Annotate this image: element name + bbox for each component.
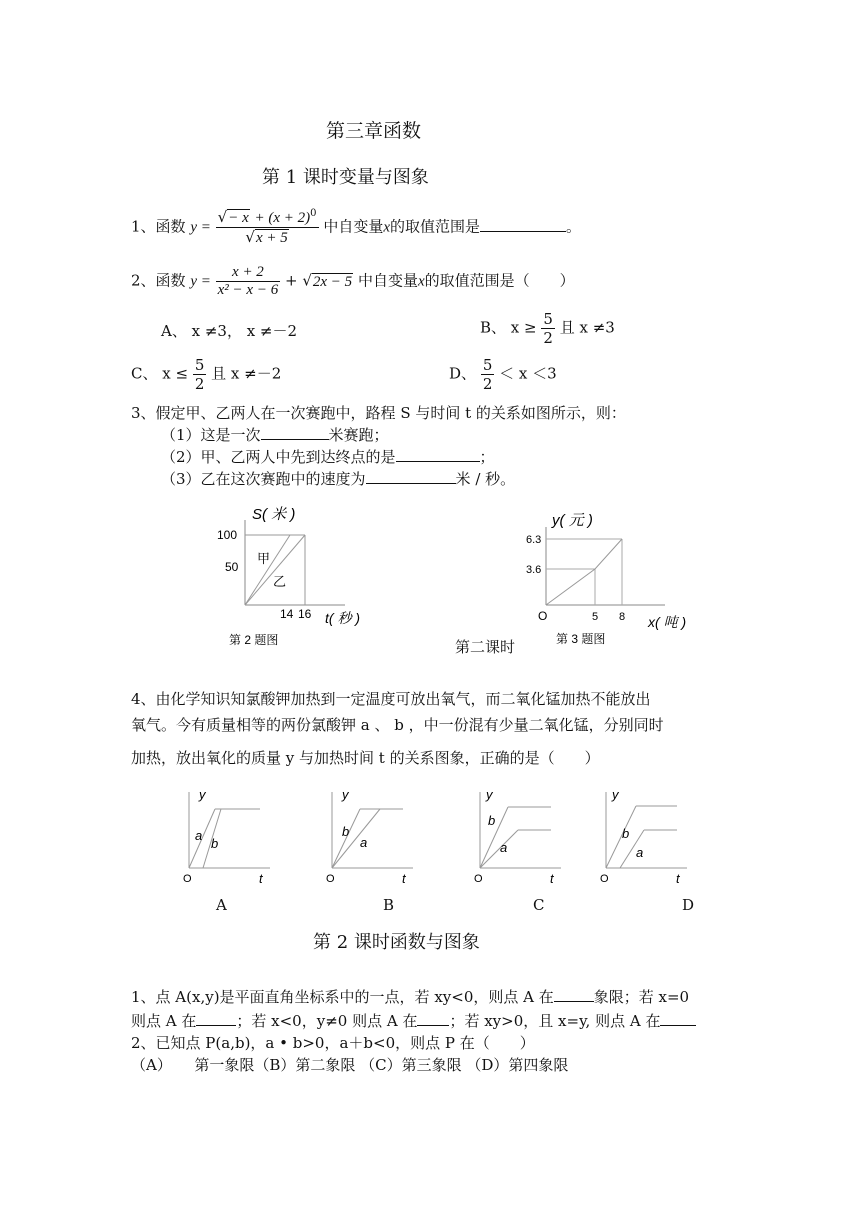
q2-text2: 的取值范围是（ ） — [424, 271, 575, 290]
q2-d-post: ＜ x ＜3 — [499, 364, 557, 383]
graph-c-origin: O — [474, 873, 483, 885]
graph-a-label-2: b — [211, 836, 219, 851]
race-x-label: t( 秒 ) — [325, 610, 360, 626]
graph-d-line-b — [606, 806, 636, 868]
race-line-yi — [245, 535, 305, 605]
q2-d-pre: D、 — [449, 364, 477, 383]
p2-q2-options[interactable]: （A） 第一象限（B）第二象限 （C）第三象限 （D）第四象限 — [131, 1056, 569, 1074]
q2-b-pre: B、 x ≥ — [480, 318, 537, 337]
q1-text: 中自变量 — [323, 217, 384, 236]
p2-q2-stem: 2、已知点 P(a,b)，a • b>0，a＋b<0，则点 P 在（ ） — [131, 1034, 535, 1052]
q2-b-den: 2 — [543, 329, 553, 347]
graph-b-label-1: b — [342, 824, 350, 839]
lesson2-title: 第 2 课时函数与图象 — [313, 932, 480, 953]
chapter-title: 第三章函数 — [326, 120, 422, 142]
graph-d-origin: O — [600, 873, 609, 885]
q4-line-2: 氧气。今有质量相等的两份氯酸钾 a 、 b ，中一份混有少量二氧化锰，分别同时 — [131, 716, 664, 734]
q1-var: x — [383, 219, 391, 236]
lesson-marker: 第二课时 — [455, 638, 516, 656]
q4-option-letter-d[interactable]: D — [682, 896, 695, 914]
p2q1-line1-b: 象限；若 x=0 — [593, 988, 690, 1006]
p2-q1-line-2 — [131, 1010, 696, 1031]
q2-text: 中自变量 — [357, 271, 418, 290]
q2-b-num: 5 — [543, 310, 553, 328]
q1-num-b: + (x + 2) — [254, 210, 311, 226]
graph-a-y: y — [199, 787, 206, 802]
race-caption: 第 2 题图 — [229, 633, 279, 647]
q1-blank[interactable] — [480, 217, 566, 232]
q2-c-num: 5 — [194, 356, 205, 374]
question-1 — [131, 208, 581, 247]
question-2: 2、函数 y = $\frac{x + 2}{\text{x² − x − 6}}$ + √2x − 5 中自变量x的取值范围是（ ） — [131, 264, 575, 298]
race-label-jia: 甲 — [257, 551, 271, 566]
q4-line-1: 4、由化学知识知氯酸钾加热到一定温度可放出氧气，而二氧化锰加热不能放出 — [131, 690, 651, 708]
race-y-tick-50: 50 — [225, 560, 239, 574]
graph-c-line-a — [480, 830, 518, 868]
q1-text2: 的取值范围是 — [390, 217, 481, 236]
q3-blank-1[interactable] — [261, 425, 329, 440]
graph-c-label-1: b — [488, 813, 496, 828]
q2-plus: + — [284, 271, 298, 290]
q2-option-c[interactable] — [131, 356, 281, 393]
q2-var: x — [417, 273, 425, 290]
p2q1-line2-c: ；若 xy>0，且 x=y, 则点 A 在 — [449, 1012, 661, 1030]
q2-option-b[interactable] — [480, 310, 615, 347]
race-y-tick-100: 100 — [217, 528, 238, 542]
q3-s1-pre: （1）这是一次 — [161, 426, 261, 444]
q4-graph-a[interactable] — [175, 782, 275, 887]
q3-sub-3 — [161, 468, 515, 489]
graph-d-label-1: b — [622, 826, 630, 841]
p2-q1-line-1 — [131, 986, 689, 1007]
p2q1-blank-4[interactable] — [660, 1011, 696, 1026]
water-y-label: y( 元 ) — [552, 512, 593, 529]
q4-line-3: 加热，放出氧化的质量 y 与加热时间 t 的关系图象，正确的是（ ） — [131, 749, 600, 767]
q2-c-frac — [193, 356, 207, 393]
q2-c-pre: C、 x ≤ — [131, 364, 189, 383]
graph-d-t: t — [676, 871, 680, 886]
q4-graph-d[interactable] — [592, 782, 692, 887]
graph-a-label-1: a — [195, 828, 203, 843]
q3-s1-post: 米赛跑； — [328, 426, 389, 444]
q3-sub-2 — [161, 446, 495, 467]
graph-b-y: y — [342, 787, 349, 802]
q2-fraction — [216, 264, 281, 299]
p2q1-blank-1[interactable] — [554, 987, 594, 1002]
p2q1-line2-a: 则点 A 在 — [131, 1012, 197, 1030]
q2-option-a[interactable]: A、 x ≠3， x ≠－2 — [161, 322, 298, 340]
race-figure — [215, 500, 375, 650]
water-x-label: x( 吨 ) — [648, 614, 687, 630]
q2-c-post: 且 x ≠－2 — [211, 364, 282, 383]
water-caption: 第 3 题图 — [556, 632, 606, 646]
q3-sub-1 — [161, 424, 389, 445]
q2-label: 2、函数 — [131, 271, 186, 290]
q4-graph-b[interactable] — [318, 782, 418, 887]
graph-c-t: t — [550, 871, 554, 886]
q3-s2-pre: （2）甲、乙两人中先到达终点的是 — [161, 448, 396, 466]
water-x-tick-8: 8 — [619, 611, 626, 623]
q4-graph-c[interactable] — [466, 782, 566, 887]
p2q1-blank-2[interactable] — [196, 1011, 236, 1026]
graph-c-label-2: a — [500, 840, 508, 855]
q4-option-letter-c[interactable]: C — [533, 896, 545, 914]
q2-b-frac — [541, 310, 555, 347]
race-y-label: S( 米 ) — [252, 506, 296, 523]
graph-d-y: y — [612, 787, 619, 802]
q4-option-letter-b[interactable]: B — [383, 896, 395, 914]
water-origin: O — [538, 609, 548, 623]
water-figure — [520, 505, 700, 655]
graph-a-origin: O — [183, 873, 192, 885]
water-y-tick-6-3: 6.3 — [526, 534, 542, 546]
q3-blank-3[interactable] — [366, 469, 456, 484]
graph-b-t: t — [402, 871, 406, 886]
q2-option-d[interactable] — [449, 356, 557, 393]
q1-num-root: − x — [228, 210, 249, 226]
graph-a-t: t — [259, 871, 263, 886]
q3-s3-pre: （3）乙在这次赛跑中的速度为 — [161, 470, 366, 488]
q1-exponent: 0 — [310, 208, 317, 219]
q2-frac-num: x + 2 — [232, 264, 264, 280]
race-label-yi: 乙 — [273, 574, 287, 589]
q2-frac-den: x² − x − 6 — [217, 282, 279, 298]
water-x-tick-5: 5 — [592, 611, 599, 623]
q4-option-letter-a[interactable]: A — [216, 896, 227, 914]
q1-end: 。 — [566, 217, 582, 236]
q1-y-eq: y = — [190, 219, 211, 236]
lesson1-title: 第 1 课时变量与图象 — [262, 167, 429, 188]
q2-c-den: 2 — [194, 375, 205, 393]
q3-s2-post: ； — [479, 448, 495, 466]
q2-y-eq: y = — [190, 273, 211, 290]
q3-stem: 3、假定甲、乙两人在一次赛跑中，路程 S 与时间 t 的关系如图所示，则： — [131, 404, 626, 422]
q1-fraction: $\frac{√- x + (x + 2)^0}{√x + 5}$ — [217, 208, 317, 246]
p2q1-blank-3[interactable] — [417, 1011, 449, 1026]
q2-b-post: 且 x ≠3 — [559, 318, 615, 337]
q1-den-root: x + 5 — [255, 230, 288, 246]
graph-b-label-2: a — [360, 835, 368, 850]
water-line — [546, 539, 622, 605]
race-x-tick-14: 14 — [280, 607, 294, 621]
graph-b-origin: O — [326, 873, 335, 885]
graph-d-label-2: a — [636, 845, 644, 860]
q2-d-frac — [481, 356, 495, 393]
water-y-tick-3-6: 3.6 — [526, 564, 542, 576]
p2q1-line2-b: ；若 x<0，y≠0 则点 A 在 — [236, 1012, 418, 1030]
race-line-jia — [245, 535, 290, 605]
q2-d-den: 2 — [482, 375, 493, 393]
q2-root: 2x − 5 — [312, 273, 353, 290]
race-x-tick-16: 16 — [298, 607, 312, 621]
q2-d-num: 5 — [482, 356, 493, 374]
graph-c-y: y — [486, 787, 493, 802]
q1-label: 1、函数 — [131, 217, 186, 236]
p2q1-line1-a: 1、点 A(x,y)是平面直角坐标系中的一点，若 xy<0，则点 A 在 — [131, 988, 554, 1006]
q3-s3-post: 米 / 秒。 — [455, 470, 516, 488]
q3-blank-2[interactable] — [396, 447, 480, 462]
